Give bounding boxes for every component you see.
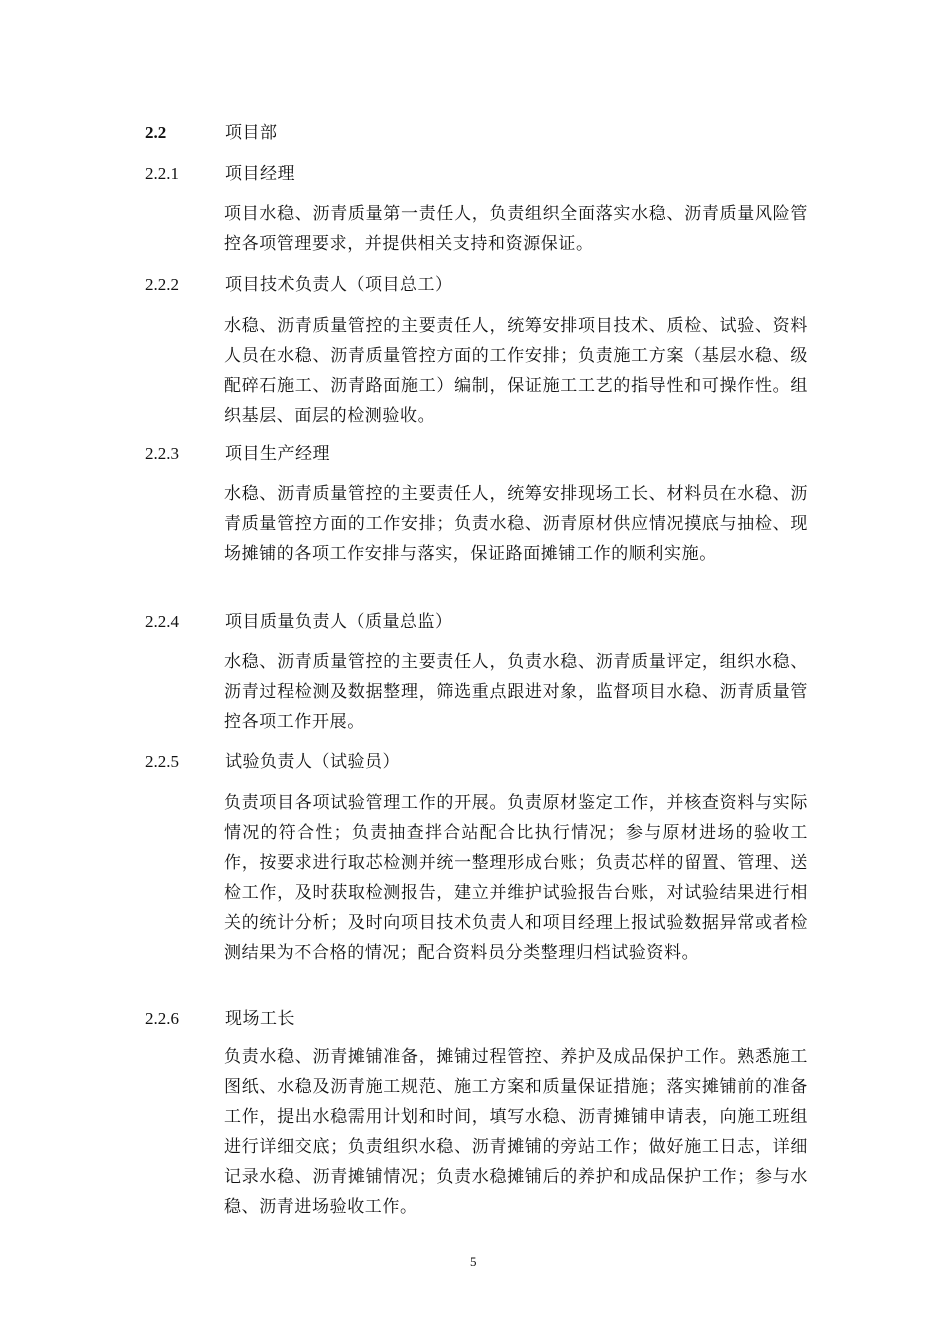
section-heading: [145, 121, 278, 145]
subsection-title: 项目生产经理: [225, 444, 330, 464]
subsection-paragraph: 水稳、沥青质量管控的主要责任人，统筹安排现场工长、材料员在水稳、沥青质量管控方面的工作安排；负责水稳、沥青原材供应情况摸底与抽检、现场摊铺的各项工作安排与落实，保证路面摊铺工作的顺利实施。: [224, 484, 808, 564]
subsection-heading: [145, 442, 330, 466]
subsection-paragraph: 负责水稳、沥青摊铺准备，摊铺过程管控、养护及成品保护工作。熟悉施工图纸、水稳及沥青施工规范、施工方案和质量保证措施；落实摊铺前的准备工作，提出水稳需用计划和时间，填写水稳、沥青摊铺申请表，向施工班组进行详细交底；负责组织水稳、沥青摊铺的旁站工作；做好施工日志，详细记录水稳、沥青摊铺情况；负责水稳摊铺后的养护和成品保护工作；参与水稳、沥青进场验收工作。: [224, 1047, 808, 1217]
subsection-number: 2.2.6: [145, 1009, 179, 1028]
subsection-heading: [145, 162, 295, 186]
subsection-heading: [145, 750, 400, 774]
subsection-heading: [145, 273, 453, 297]
subsection-paragraph: 水稳、沥青质量管控的主要责任人，统筹安排项目技术、质检、试验、资料人员在水稳、沥青质量管控方面的工作安排；负责施工方案（基层水稳、级配碎石施工、沥青路面施工）编制，保证施工工艺的指导性和可操作性。组织基层、面层的检测验收。: [224, 316, 808, 426]
subsection-title: 项目经理: [225, 164, 295, 184]
subsection-number: 2.2.5: [145, 752, 179, 771]
subsection-title: 项目质量负责人（质量总监）: [225, 612, 453, 632]
page-number: 5: [470, 1254, 477, 1269]
subsection-title: 试验负责人（试验员）: [225, 752, 400, 772]
subsection-title: 项目技术负责人（项目总工）: [225, 275, 453, 295]
subsection-number: 2.2.3: [145, 444, 179, 463]
section-title: 项目部: [225, 123, 278, 143]
subsection-heading: [145, 1007, 295, 1031]
subsection-paragraph: 项目水稳、沥青质量第一责任人，负责组织全面落实水稳、沥青质量风险管控各项管理要求，并提供相关支持和资源保证。: [224, 204, 808, 254]
subsection-number: 2.2.4: [145, 612, 179, 631]
subsection-paragraph: 负责项目各项试验管理工作的开展。负责原材鉴定工作，并核查资料与实际情况的符合性；负责抽查拌合站配合比执行情况；参与原材进场的验收工作，按要求进行取芯检测并统一整理形成台账；负责芯样的留置、管理、送检工作，及时获取检测报告，建立并维护试验报告台账，对试验结果进行相关的统计分析；及时向项目技术负责人和项目经理上报试验数据异常或者检测结果为不合格的情况；配合资料员分类整理归档试验资料。: [224, 793, 808, 963]
subsection-number: 2.2.2: [145, 275, 179, 294]
subsection-title: 现场工长: [225, 1009, 295, 1029]
subsection-paragraph: 水稳、沥青质量管控的主要责任人，负责水稳、沥青质量评定，组织水稳、沥青过程检测及数据整理，筛选重点跟进对象，监督项目水稳、沥青质量管控各项工作开展。: [224, 652, 808, 732]
section-number: 2.2: [145, 123, 167, 142]
subsection-number: 2.2.1: [145, 164, 179, 183]
subsection-heading: [145, 610, 453, 634]
